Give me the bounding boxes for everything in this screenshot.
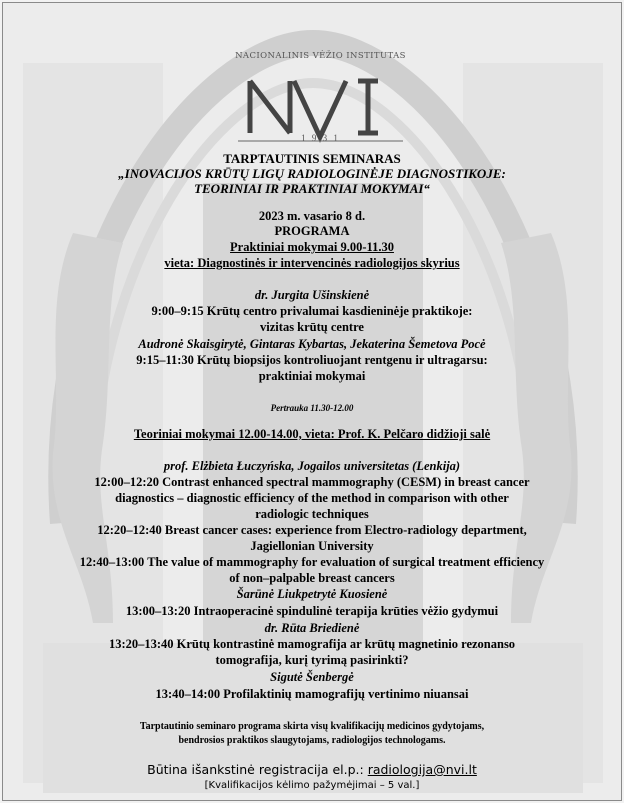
talk-intraoperative: 13:00–13:20 Intraoperacinė spindulinė terapija krūties vėžio gydymui bbox=[125, 604, 499, 618]
talk-contrast-mammography-line1: 13:20–13:40 Krūtų kontrastinė mamografija ar krūtų magnetinio rezonanso bbox=[108, 637, 516, 651]
talk-cesm-line3: radiologic techniques bbox=[255, 507, 369, 521]
practical-session-venue: vieta: Diagnostinės ir intervencinės radiologijos skyrius bbox=[164, 256, 460, 270]
theory-session-title: Teoriniai mokymai 12.00-14.00, vieta: Prof. K. Pelčaro didžioji salė bbox=[133, 427, 491, 441]
seminar-type: TARPTAUTINIS SEMINARAS bbox=[223, 151, 401, 166]
seminar-title-line2: TEORINIAI IR PRAKTINIAI MOKYMAI“ bbox=[194, 181, 430, 196]
registration-email-link[interactable]: radiologija@nvi.lt bbox=[367, 762, 477, 777]
nvi-logo bbox=[228, 51, 413, 151]
registration-line bbox=[3, 762, 621, 777]
speaker-kuosiene: Šarūnė Liukpetrytė Kuosienė bbox=[236, 587, 388, 601]
practical-session-title: Praktiniai mokymai 9.00-11.30 bbox=[230, 240, 394, 254]
logo-year: 1 9 3 1 bbox=[301, 133, 340, 143]
talk-biopsy-line2: praktiniai mokymai bbox=[258, 369, 366, 383]
talk-cesm-line2: diagnostics – diagnostic efficiency of the method in comparison with other bbox=[115, 491, 509, 505]
talk-breast-center-line2: vizitas krūtų centre bbox=[260, 320, 364, 334]
speaker-briediene: dr. Rūta Briedienė bbox=[264, 621, 360, 635]
talk-breast-center-line1: 9:00–9:15 Krūtų centro privalumai kasdieninėje praktikoje: bbox=[151, 304, 473, 318]
talk-cesm-line1: 12:00–12:20 Contrast enhanced spectral mammography (CESM) in breast cancer bbox=[94, 475, 530, 489]
speaker-luczynska: prof. Elżbieta Łuczyńska, Jogailos universitetas (Lenkija) bbox=[163, 459, 461, 473]
break-label: Pertrauka 11.30-12.00 bbox=[270, 403, 354, 413]
talk-mammography-value-line2: of non–palpable breast cancers bbox=[229, 571, 395, 585]
registration-prefix: Būtina išankstinė registracija el.p.: bbox=[147, 762, 368, 777]
talk-biopsy-line1: 9:15–11:30 Krūtų biopsijos kontroliuojant rentgenu ir ultragarsu: bbox=[136, 353, 488, 367]
seminar-date: 2023 m. vasario 8 d. bbox=[258, 209, 366, 223]
speakers-biopsy-team: Audronė Skaisgirytė, Gintaras Kybartas, Jekaterina Šemetova Pocė bbox=[138, 337, 486, 351]
talk-cases-line1: 12:20–12:40 Breast cancer cases: experience from Electro-radiology department, bbox=[97, 523, 527, 537]
speaker-usinskiene: dr. Jurgita Ušinskienė bbox=[254, 288, 370, 302]
logo-institute-name: NACIONALINIS VĖŽIO INSTITUTAS bbox=[235, 51, 406, 61]
talk-screening-nuances: 13:40–14:00 Profilaktinių mamografijų vertinimo niuansai bbox=[155, 687, 469, 701]
talk-cases-line2: Jagiellonian University bbox=[250, 539, 374, 553]
seminar-title-line1: „INOVACIJOS KRŪTŲ LIGŲ RADIOLOGINĖJE DIAGNOSTIKOJE: bbox=[118, 166, 506, 181]
audience-line2: bendrosios praktikos slaugytojams, radiologijos technologams. bbox=[178, 735, 446, 746]
program-heading: PROGRAMA bbox=[274, 224, 350, 238]
speaker-senberge: Sigutė Šenbergė bbox=[270, 670, 354, 684]
audience-line1: Tarptautinio seminaro programa skirta visų kvalifikacijų medicinos gydytojams, bbox=[139, 721, 485, 732]
poster bbox=[2, 2, 622, 801]
credits-note: [Kvalifikacijos kėlimo pažymėjimai – 5 val.] bbox=[204, 780, 420, 791]
talk-contrast-mammography-line2: tomografija, kurį tyrimą pasirinkti? bbox=[215, 653, 409, 667]
talk-mammography-value-line1: 12:40–13:00 The value of mammography for evaluation of surgical treatment efficiency bbox=[79, 555, 545, 569]
